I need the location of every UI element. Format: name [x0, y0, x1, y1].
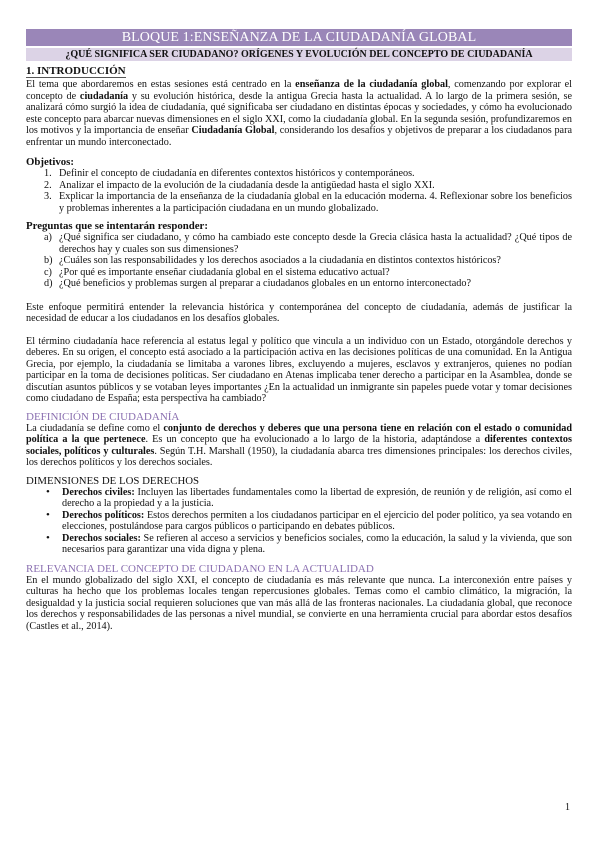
relevancia-heading: RELEVANCIA DEL CONCEPTO DE CIUDADANO EN LA ACTUALIDAD [26, 562, 374, 575]
list-item: b) ¿Cuáles son las responsabilidades y los derechos asociados a la ciudadanía en distintos contextos históricos? [44, 255, 501, 266]
relevancia-paragraph: En el mundo globalizado del siglo XXI, el concepto de ciudadanía es más relevante que nunca. La interconexión entre países y culturas ha hecho que los problemas locales tengan repercusiones globales. Temas como el cambio climático, la migración, la desigualdad y la justicia social requieren soluciones que van más allá de las fronteras nacionales. La ciudadanía global, que reconoce los derechos y responsabilidades de las personas a nivel mundial, se convierte en una herramienta crucial para abordar estos desafíos (Castles et al., 2014). [26, 574, 572, 632]
list-item: • Derechos sociales: Se refieren al acceso a servicios y beneficios sociales, como la educación, la salud y la vivienda, que son necesarios para garantizar una vida digna y plena. [46, 531, 572, 555]
list-item: • Derechos civiles: Incluyen las libertades fundamentales como la libertad de expresión, de reunión y de religión, así como el derecho a la propiedad y a la justicia. [46, 485, 572, 509]
bullet-icon: • [46, 531, 50, 544]
dimensiones-list [26, 487, 572, 556]
termino-paragraph: El término ciudadanía hace referencia al estatus legal y político que vincula a un individuo con un Estado, otorgándole derechos y deberes. En su origen, el concepto está asociado a la participación activa en las decisiones políticas de una comunidad. En la Antigua Grecia, por ejemplo, la ciudadanía se limitaba a varones libres, excluyendo a mujeres, esclavos y extranjeros, quienes no podían participar en la toma de decisiones políticas. Ser ciudadano en Atenas implicaba tener derecho a participar en la Asamblea, donde se discutían asuntos públicos y se votaban leyes importantes ¿En la actualidad un inmigrante sin papeles puede votar y tomar decisiones como ciudadano de España; esta perspectiva ha cambiado? [26, 335, 572, 404]
objetivos-list [26, 168, 572, 214]
list-item: 2. Analizar el impacto de la evolución de la ciudadanía desde la antigüedad hasta el siglo XXI. [44, 179, 435, 191]
list-item: d) ¿Qué beneficios y problemas surgen al preparar a ciudadanos globales en un entorno interconectado? [44, 278, 471, 289]
preguntas-heading: Preguntas que se intentarán responder: [26, 220, 208, 232]
document-page [26, 29, 572, 632]
bullet-icon: • [46, 508, 50, 521]
list-item: 1. Definir el concepto de ciudadanía en diferentes contextos históricos y contemporáneos. [44, 168, 415, 179]
definicion-heading: DEFINICIÓN DE CIUDADANÍA [26, 410, 180, 423]
page-number: 1 [565, 802, 570, 813]
dimensiones-heading: DIMENSIONES DE LOS DERECHOS [26, 474, 200, 487]
preguntas-list [26, 232, 572, 290]
enfoque-paragraph: Este enfoque permitirá entender la relevancia histórica y contemporánea del concepto de ciudadanía, además de justificar la necesidad de educar a los ciudadanos en los desafíos globales. [26, 301, 572, 324]
list-item: 3. Explicar la importancia de la enseñanza de la ciudadanía global en la educación moderna. 4. Reflexionar sobre los beneficios y problemas inherentes a la participación ciudadana en un mundo globalizado. [44, 191, 572, 214]
bullet-icon: • [46, 485, 50, 498]
section-subtitle: ¿QUÉ SIGNIFICA SER CIUDADANO? ORÍGENES Y EVOLUCIÓN DEL CONCEPTO DE CIUDADANÍA [26, 48, 572, 61]
list-item: a) ¿Qué significa ser ciudadano, y cómo ha cambiado este concepto desde la Grecia clásica hasta la actualidad? ¿Qué tipos de derechos hay y cuales son sus dimensiones? [44, 232, 572, 255]
objetivos-heading: Objetivos: [26, 156, 74, 168]
intro-paragraph: El tema que abordaremos en estas sesiones está centrado en la enseñanza de la ciudadanía global, comenzando por explorar el concepto de ciudadanía y su evolución histórica, desde la antigua Grecia hasta la actualidad. A lo largo de la primera sesión, se analizará cómo surgió la idea de ciudadanía, qué significaba ser ciudadano en distintas épocas y sociedades, y cómo ha evolucionado este concepto para abarcar nuevas dimensiones en el siglo XXI, como la ciudadanía global. En la segunda sesión, profundizaremos en los motivos y la importancia de enseñar Ciudadanía Global, considerando los desafíos y objetivos de preparar a los ciudadanos para enfrentar un mundo interconectado. [26, 79, 572, 148]
intro-heading: 1. INTRODUCCIÓN [26, 65, 126, 77]
block-title: BLOQUE 1:ENSEÑANZA DE LA CIUDADANÍA GLOBAL [26, 29, 572, 46]
definicion-paragraph: La ciudadanía se define como el conjunto de derechos y deberes que una persona tiene en relación con el estado o comunidad política a la que pertenece. Es un concepto que ha evolucionado a lo largo de la historia, adaptándose a diferentes contextos sociales, políticos y culturales. Según T.H. Marshall (1950), la ciudadanía abarca tres dimensiones principales: los derechos civiles, los derechos políticos y los derechos sociales. [26, 422, 572, 468]
list-item: c) ¿Por qué es importante enseñar ciudadanía global en el sistema educativo actual? [44, 266, 390, 278]
list-item: • Derechos políticos: Estos derechos permiten a los ciudadanos participar en el ejercicio del poder político, ya sea votando en elecciones, postulándose para cargos públicos o participando en debates públicos. [46, 508, 572, 532]
